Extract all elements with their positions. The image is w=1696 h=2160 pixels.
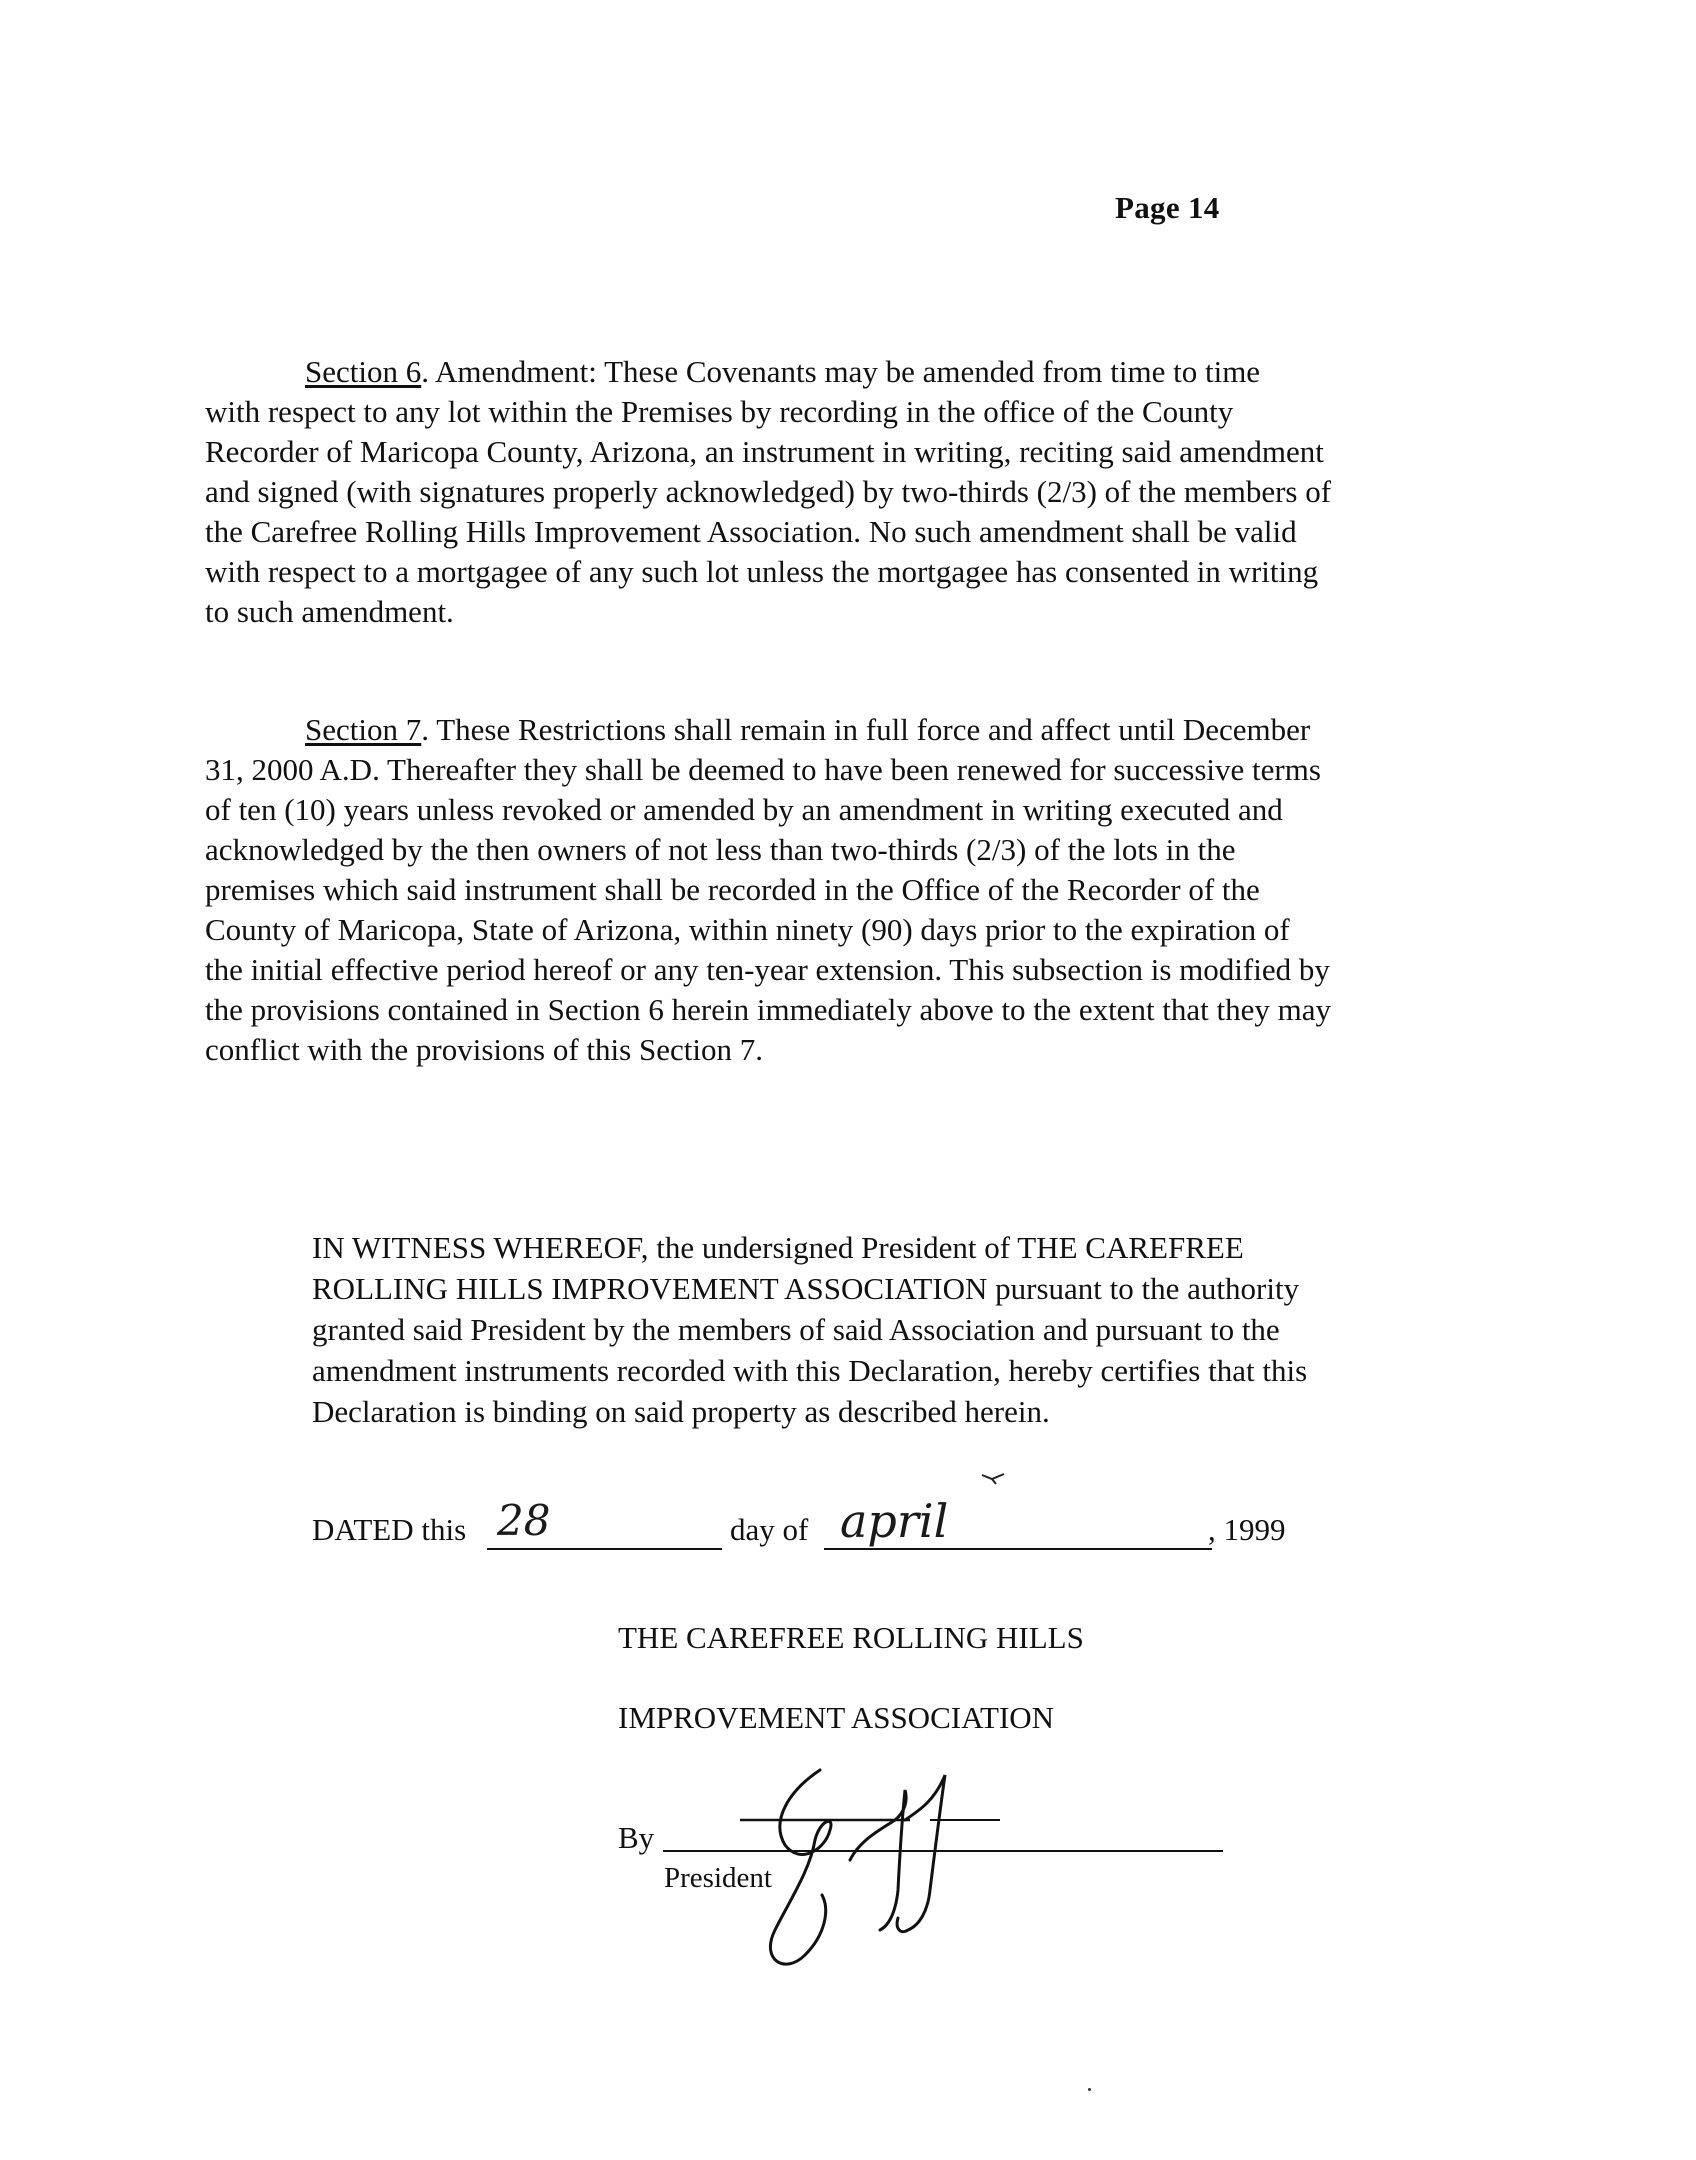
section-7-line: the initial effective period hereof or any ten-year extension. This subsection is modified by — [205, 952, 1330, 987]
witness-paragraph — [312, 1227, 1412, 1432]
handwritten-day: 28 — [497, 1496, 551, 1545]
section-7-line: premises which said instrument shall be recorded in the Office of the Recorder of the — [205, 872, 1260, 907]
dated-year: , 1999 — [1208, 1512, 1286, 1547]
witness-line: Declaration is binding on said property as described herein. — [312, 1394, 1050, 1429]
handwritten-tick-mark — [980, 1472, 1006, 1486]
page-number: Page 14 — [1115, 190, 1220, 225]
section-6-line: and signed (with signatures properly acknowledged) by two-thirds (2/3) of the members of — [205, 474, 1332, 509]
scan-speck — [1088, 2088, 1091, 2091]
section-7-first-line: Section 7. These Restrictions shall remain in full force and affect until December — [305, 712, 1311, 747]
handwritten-month: april — [840, 1494, 949, 1548]
section-6-line: with respect to a mortgagee of any such lot unless the mortgagee has consented in writing — [205, 554, 1319, 589]
section-6-heading: Section 6 — [305, 354, 422, 389]
dated-middle: day of — [730, 1512, 809, 1547]
month-blank — [824, 1548, 1212, 1550]
president-label: President — [664, 1862, 772, 1894]
section-7-line: of ten (10) years unless revoked or amended by an amendment in writing executed and — [205, 792, 1283, 827]
section-6-first-line: Section 6. Amendment: These Covenants may be amended from time to time — [305, 354, 1261, 389]
section-6-line: to such amendment. — [205, 594, 454, 629]
section-7-heading: Section 7 — [305, 712, 422, 747]
section-7-line: County of Maricopa, State of Arizona, within ninety (90) days prior to the expiration of — [205, 912, 1290, 947]
witness-line: IN WITNESS WHEREOF, the undersigned President of THE CAREFREE — [312, 1230, 1244, 1265]
section-6-line: with respect to any lot within the Premises by recording in the office of the County — [205, 394, 1234, 429]
handwritten-signature — [730, 1760, 1030, 1980]
witness-line: granted said President by the members of said Association and pursuant to the — [312, 1312, 1280, 1347]
section-6-paragraph — [205, 352, 1445, 632]
witness-line: amendment instruments recorded with this Declaration, hereby certifies that this — [312, 1353, 1308, 1388]
section-6-line: the Carefree Rolling Hills Improvement Association. No such amendment shall be valid — [205, 514, 1297, 549]
section-6-line: Recorder of Maricopa County, Arizona, an instrument in writing, reciting said amendment — [205, 434, 1324, 469]
section-7-line: acknowledged by the then owners of not less than two-thirds (2/3) of the lots in the — [205, 832, 1236, 867]
day-blank — [487, 1548, 722, 1550]
witness-line: ROLLING HILLS IMPROVEMENT ASSOCIATION pursuant to the authority — [312, 1271, 1300, 1306]
section-7-paragraph — [205, 710, 1445, 1070]
section-7-line: 31, 2000 A.D. Thereafter they shall be deemed to have been renewed for successive terms — [205, 752, 1321, 787]
section-7-line: the provisions contained in Section 6 herein immediately above to the extent that they may — [205, 992, 1332, 1027]
dated-line — [312, 1492, 1432, 1562]
section-7-line: conflict with the provisions of this Section 7. — [205, 1032, 763, 1067]
dated-prefix: DATED this — [312, 1512, 467, 1547]
by-label: By — [618, 1820, 655, 1855]
organization-name-line-1: THE CAREFREE ROLLING HILLS — [618, 1620, 1084, 1655]
organization-name-line-2: IMPROVEMENT ASSOCIATION — [618, 1700, 1055, 1735]
